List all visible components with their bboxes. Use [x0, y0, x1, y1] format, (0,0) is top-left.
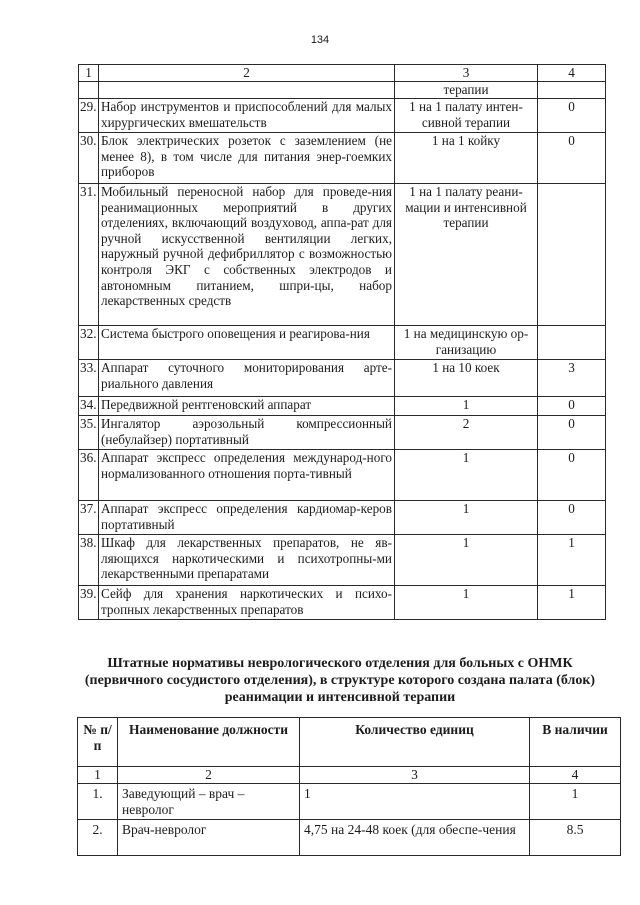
equipment-name: Мобильный переносной набор для проведе-ния реанимационных мероприятий в других отделениях, включающий воздуховод, аппа-рат для ручной искусственной вентиляции легких, наружный ручной дефибриллятор с возможностью контроля ЭКГ с собственных электродов и автономным питанием, шпри-цы, набор лекарственных средств [99, 184, 395, 326]
equipment-available: 3 [538, 360, 606, 397]
equipment-quantity: 1 [395, 535, 538, 586]
equipment-available [538, 184, 606, 326]
equipment-name: Аппарат суточного мониторирования арте-риального давления [99, 360, 395, 397]
staffing-table [77, 717, 621, 856]
row-number: 37. [79, 501, 99, 535]
equipment-name: Ингалятор аэрозольный компрессионный (небулайзер) портативный [99, 416, 395, 450]
equipment-available: 1 [538, 586, 606, 620]
row-number: 33. [79, 360, 99, 397]
header-position: Наименование должности [118, 718, 300, 767]
header-cell: 3 [395, 65, 538, 82]
equipment-available: 0 [538, 397, 606, 416]
section-title: Штатные нормативы неврологического отделения для больных с ОНМК (первичного сосудистого отделения), в структуре которого создана палата (блок) реанимации и интенсивной терапии [84, 656, 596, 705]
table-row [79, 99, 606, 133]
equipment-available [538, 326, 606, 360]
page-number: 134 [310, 34, 330, 46]
table-header-row [79, 65, 606, 82]
row-number: 30. [79, 133, 99, 184]
position-available: 8.5 [530, 820, 621, 856]
table-header-row [78, 718, 621, 767]
header-cell: 2 [99, 65, 395, 82]
equipment-table [78, 64, 606, 620]
table-row [79, 82, 606, 99]
header-cell: 4 [538, 65, 606, 82]
equipment-quantity: 1 на 1 койку [395, 133, 538, 184]
equipment-name: Сейф для хранения наркотических и психо-тропных лекарственных препаратов [99, 586, 395, 620]
column-number: 3 [300, 767, 530, 784]
header-cell: 1 [79, 65, 99, 82]
position-name: Врач-невролог [118, 820, 300, 856]
equipment-available: 0 [538, 450, 606, 501]
row-number: 35. [79, 416, 99, 450]
row-number: 31. [79, 184, 99, 326]
table-row [79, 326, 606, 360]
equipment-name: Шкаф для лекарственных препаратов, не яв-ляющихся наркотическими и психотропны-ми лекарственными препаратами [99, 535, 395, 586]
equipment-name: Набор инструментов и приспособлений для малых хирургических вмешательств [99, 99, 395, 133]
equipment-name: Аппарат экспресс определения кардиомар-керов портативный [99, 501, 395, 535]
equipment-available: 0 [538, 416, 606, 450]
position-quantity: 4,75 на 24-48 коек (для обеспе-чения [300, 820, 530, 856]
table-row [79, 397, 606, 416]
equipment-quantity: 2 [395, 416, 538, 450]
row-number: 38. [79, 535, 99, 586]
table-row [79, 133, 606, 184]
equipment-quantity: 1 [395, 501, 538, 535]
row-number: 32. [79, 326, 99, 360]
header-available: В наличии [530, 718, 621, 767]
table-row [79, 535, 606, 586]
equipment-quantity: 1 на 1 палату интен-сивной терапии [395, 99, 538, 133]
continuation-cell: терапии [395, 82, 538, 99]
row-number: 2. [78, 820, 118, 856]
row-number: 1. [78, 784, 118, 820]
equipment-quantity: 1 [395, 397, 538, 416]
table-row [79, 184, 606, 326]
equipment-name: Система быстрого оповещения и реагирова-ния [99, 326, 395, 360]
equipment-quantity: 1 [395, 450, 538, 501]
equipment-quantity: 1 на медицинскую ор-ганизацию [395, 326, 538, 360]
header-number: № п/п [78, 718, 118, 767]
column-number: 2 [118, 767, 300, 784]
equipment-name: Аппарат экспресс определения международ-ного нормализованного отношения порта-тивный [99, 450, 395, 501]
column-number: 1 [78, 767, 118, 784]
row-number: 36. [79, 450, 99, 501]
equipment-available: 1 [538, 535, 606, 586]
table-row [78, 820, 621, 856]
equipment-name: Блок электрических розеток с заземлением (не менее 8), в том числе для питания энер-гоемких приборов [99, 133, 395, 184]
position-quantity: 1 [300, 784, 530, 820]
row-number: 39. [79, 586, 99, 620]
equipment-quantity: 1 на 10 коек [395, 360, 538, 397]
column-number: 4 [530, 767, 621, 784]
equipment-quantity: 1 [395, 586, 538, 620]
column-number-row [78, 767, 621, 784]
table-row [78, 784, 621, 820]
table-row [79, 360, 606, 397]
table-row [79, 450, 606, 501]
table-row [79, 501, 606, 535]
row-number: 29. [79, 99, 99, 133]
equipment-available: 0 [538, 501, 606, 535]
position-available: 1 [530, 784, 621, 820]
row-number: 34. [79, 397, 99, 416]
table-row [79, 586, 606, 620]
header-quantity: Количество единиц [300, 718, 530, 767]
table-row [79, 416, 606, 450]
equipment-available: 0 [538, 133, 606, 184]
equipment-available: 0 [538, 99, 606, 133]
equipment-name: Передвижной рентгеновский аппарат [99, 397, 395, 416]
equipment-quantity: 1 на 1 палату реани-мации и интенсивной терапии [395, 184, 538, 326]
position-name: Заведующий – врач – невролог [118, 784, 300, 820]
